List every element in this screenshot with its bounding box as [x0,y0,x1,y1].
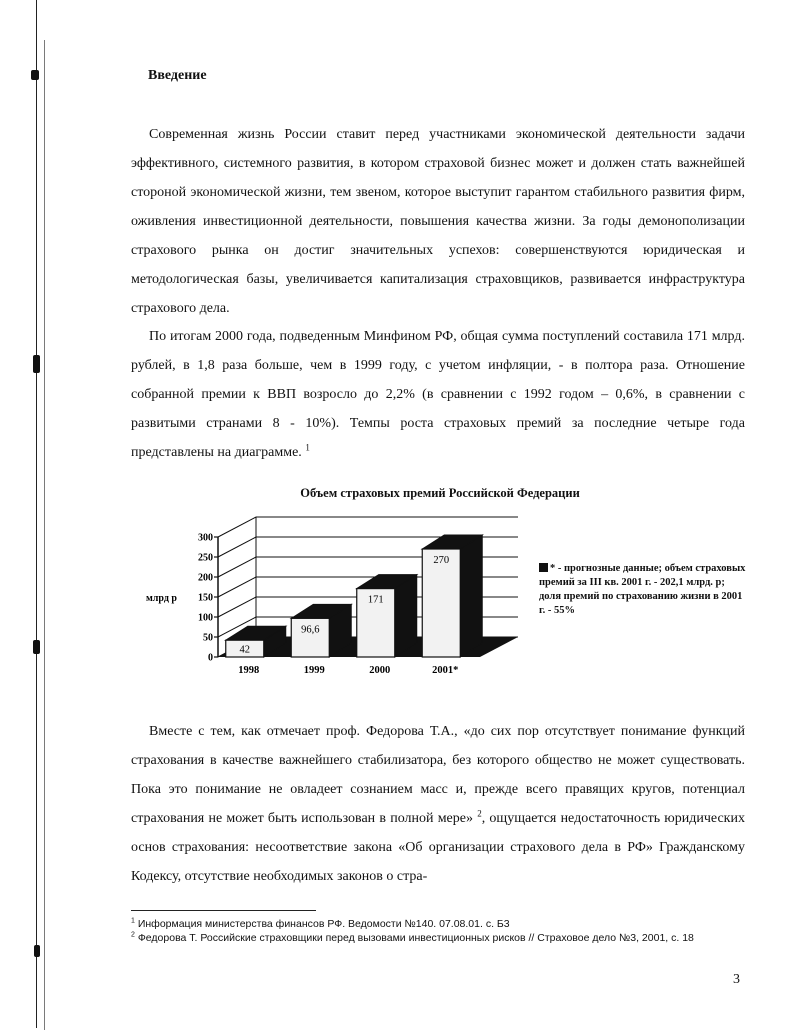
gridline-side [218,557,256,577]
bar-side [460,535,482,657]
footnote-2-text: Федорова Т. Российские страховщики перед вызовами инвестиционных рисков // Страховое дело №3, 2001, с. 18 [137,932,694,944]
footnote-1-number: 1 [131,917,135,925]
gridline-side [218,577,256,597]
y-tick-label: 100 [198,612,213,624]
scan-hole-mark [33,355,40,373]
paragraph-3-text-b: , ощущается недостаточность юридических основ страхования: несоответствие закона «Об организации страхового дела в РФ» Гражданскому Кодексу, отсутствие необходимых законов о стра- [131,811,745,884]
footnote-ref-2: 2 [477,808,482,819]
bar-value-label: 96,6 [301,624,320,636]
scan-hole-mark [31,70,39,80]
bar-chart [140,505,540,685]
paragraph-3-text-a: Вместе с тем, как отмечает проф. Федорова Т.А., «до сих пор отсутствует понимание функций страхования в качестве важнейшего стабилизатора, без которого общество не может существовать. Пока это понимание не овладеет сознанием масс и, прежде всего правящих кругов, потенциал страхования не может быть использован в полной мере» [131,724,745,826]
y-tick-label: 0 [208,652,213,664]
y-tick-label: 50 [203,632,213,644]
footnote-divider [131,910,316,911]
footnote-1 [131,918,751,931]
footnotes [131,918,751,946]
scan-edge-line [44,40,45,1030]
chart-legend [539,562,749,618]
paragraph-2 [131,322,745,467]
paragraph-1: Современная жизнь России ставит перед участниками экономической деятельности задачи эффективного, системного развития, в котором страховой бизнес может и должен стать важнейшей стороной экономической жизни, тем звеном, которое выступит гарантом стабильного развития фирм, оживления инвестиционной деятельности, повышения качества жизни. За годы демонополизации страхового рынка он достиг значительных успехов: совершенствуются юридическая и методологическая базы, увеличивается капитализация страховщиков, развивается инфраструктура страхового дела. [131,127,745,316]
footnote-2 [131,932,751,945]
x-tick-label: 1998 [238,665,260,676]
gridline-side [218,517,256,537]
x-tick-label: 2001* [432,665,459,676]
y-tick-label: 250 [198,552,213,564]
y-tick-label: 150 [198,592,213,604]
page-number: 3 [733,972,740,987]
chart-title: Объем страховых премий Российской Федерации [300,486,580,500]
paragraph-2-text: По итогам 2000 года, подведенным Минфином РФ, общая сумма поступлений составила 171 млрд. рублей, в 1,8 раза больше, чем в 1999 году, с учетом инфляции, - в полтора раза. Отношение собранной премии к ВВП возросло до 2,2% (в сравнении с 1992 годом – 0,6%, в сравнении с развитыми странами 8 - 10%). Темпы роста страховых премий за последние четыре года представлены на диаграмме. [131,329,745,460]
paragraph-3 [131,717,745,891]
footnote-ref-1: 1 [305,442,310,453]
x-tick-label: 1999 [303,665,325,676]
page-heading: Введение [148,68,207,83]
scan-hole-mark [33,640,40,654]
footnote-1-text: Информация министерства финансов РФ. Ведомости №140. 07.08.01. с. Б3 [137,918,510,930]
legend-swatch [539,563,548,572]
gridline-side [218,537,256,557]
footnote-2-number: 2 [131,931,135,939]
bar-value-label: 270 [433,555,450,566]
bar-value-label: 42 [239,644,250,656]
gridline-side [218,597,256,617]
legend-text: * - прогнозные данные; объем страховых премий за III кв. 2001 г. - 202,1 млрд. р; доля премий по страхованию жизни в 2001 г. - 55% [539,563,746,616]
y-tick-label: 200 [198,572,213,584]
scan-edge-line [36,0,37,1028]
y-tick-label: 300 [198,532,213,544]
x-tick-label: 2000 [369,665,391,676]
y-axis-label: млрд р [146,593,177,604]
bar-value-label: 171 [367,594,384,606]
scan-hole-mark [34,945,40,957]
